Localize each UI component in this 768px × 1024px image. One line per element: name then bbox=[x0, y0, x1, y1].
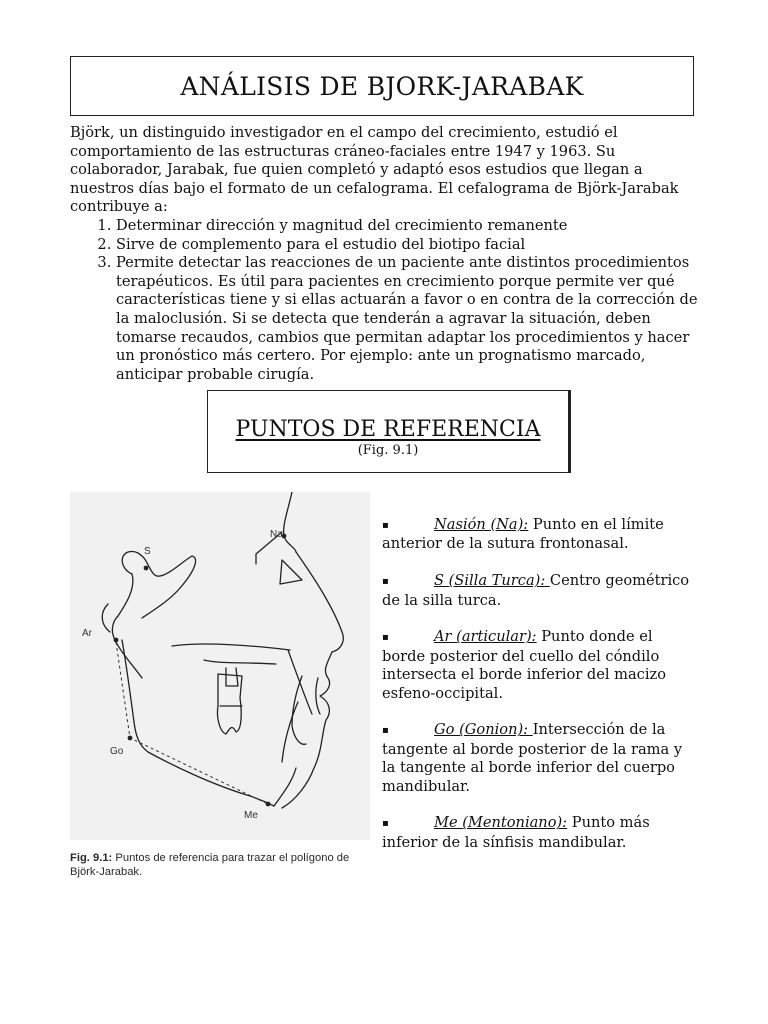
label-s: S bbox=[144, 546, 151, 557]
label-me: Me bbox=[244, 810, 258, 821]
caption-label: Fig. 9.1: bbox=[70, 852, 113, 864]
list-item bbox=[382, 572, 698, 610]
reference-points-list bbox=[382, 516, 698, 871]
list-item: 3. Permite detectar las reacciones de un paciente ante distintos procedimientos terapéuticos. Es útil para pacientes en crecimiento porque permite ver qué características tiene y si ellas actuarán a favor o en contra de la corrección de la maloclusión. Si se detecta que tenderán a agravar la situación, deben tomarse recaudos, cambios que permitan adaptar los procedimientos y hacer un pronóstico más certero. Por ejemplo: ante un prognatismo marcado, anticipar probable cirugía. bbox=[116, 254, 704, 384]
list-item bbox=[382, 721, 698, 796]
point-go bbox=[128, 736, 133, 741]
bullet-icon: ▪ bbox=[382, 576, 389, 588]
bullet-icon: ▪ bbox=[382, 818, 389, 830]
bullet-icon: ▪ bbox=[382, 632, 389, 644]
intro-paragraph: Björk, un distinguido investigador en el campo del crecimiento, estudió el comportamiento de las estructuras cráneo-faciales entre 1947 y 1963. Su colaborador, Jarabak, fue quien completó y adaptó esos estudios que llegan a nuestros días bajo el formato de un cefalograma. El cefalograma de Björk-Jarabak contribuye a: bbox=[70, 124, 679, 216]
bullet-icon: ▪ bbox=[382, 725, 389, 737]
point-term: S (Silla Turca): bbox=[434, 572, 550, 590]
point-term: Me (Mentoniano): bbox=[434, 814, 568, 832]
contribution-list bbox=[70, 217, 704, 384]
cephalogram-figure bbox=[70, 492, 370, 840]
label-na: Na bbox=[270, 529, 283, 540]
list-item bbox=[382, 814, 698, 852]
point-description: Centro geométrico de la silla turca. bbox=[382, 572, 690, 609]
figure-caption bbox=[70, 851, 376, 879]
point-description: Punto donde el borde posterior del cuello del cóndilo intersecta el borde inferior del macizo esfeno-occipital. bbox=[382, 628, 667, 702]
point-ar bbox=[114, 638, 119, 643]
point-s bbox=[144, 566, 149, 571]
point-description: Punto más inferior de la sínfisis mandibular. bbox=[382, 814, 650, 851]
point-description: Punto en el límite anterior de la sutura frontonasal. bbox=[382, 516, 664, 553]
bullet-icon: ▪ bbox=[382, 520, 389, 531]
point-description: Intersección de la tangente al borde posterior de la rama y la tangente al borde inferior del cuerpo mandibular. bbox=[382, 721, 683, 795]
point-term: Ar (articular): bbox=[434, 628, 537, 646]
label-ar: Ar bbox=[82, 628, 92, 639]
section-title: PUNTOS DE REFERENCIA bbox=[235, 417, 541, 442]
list-item: 2. Sirve de complemento para el estudio del biotipo facial bbox=[116, 236, 704, 255]
caption-text: Puntos de referencia para trazar el polígono de Björk-Jarabak. bbox=[70, 852, 350, 878]
point-term: Go (Gonion): bbox=[434, 721, 533, 739]
intro-section bbox=[70, 124, 704, 384]
point-me bbox=[266, 802, 271, 807]
section-subtitle: (Fig. 9.1) bbox=[357, 443, 419, 458]
list-item: 1. Determinar dirección y magnitud del crecimiento remanente bbox=[116, 217, 704, 236]
point-term: Nasión (Na): bbox=[434, 516, 529, 533]
label-go: Go bbox=[110, 746, 124, 757]
cephalogram-tracing bbox=[70, 492, 370, 840]
reference-points-box bbox=[207, 390, 571, 473]
list-item bbox=[382, 628, 698, 703]
title-box bbox=[70, 56, 694, 116]
list-item bbox=[382, 516, 698, 554]
document-title: ANÁLISIS DE BJORK-JARABAK bbox=[180, 71, 584, 101]
